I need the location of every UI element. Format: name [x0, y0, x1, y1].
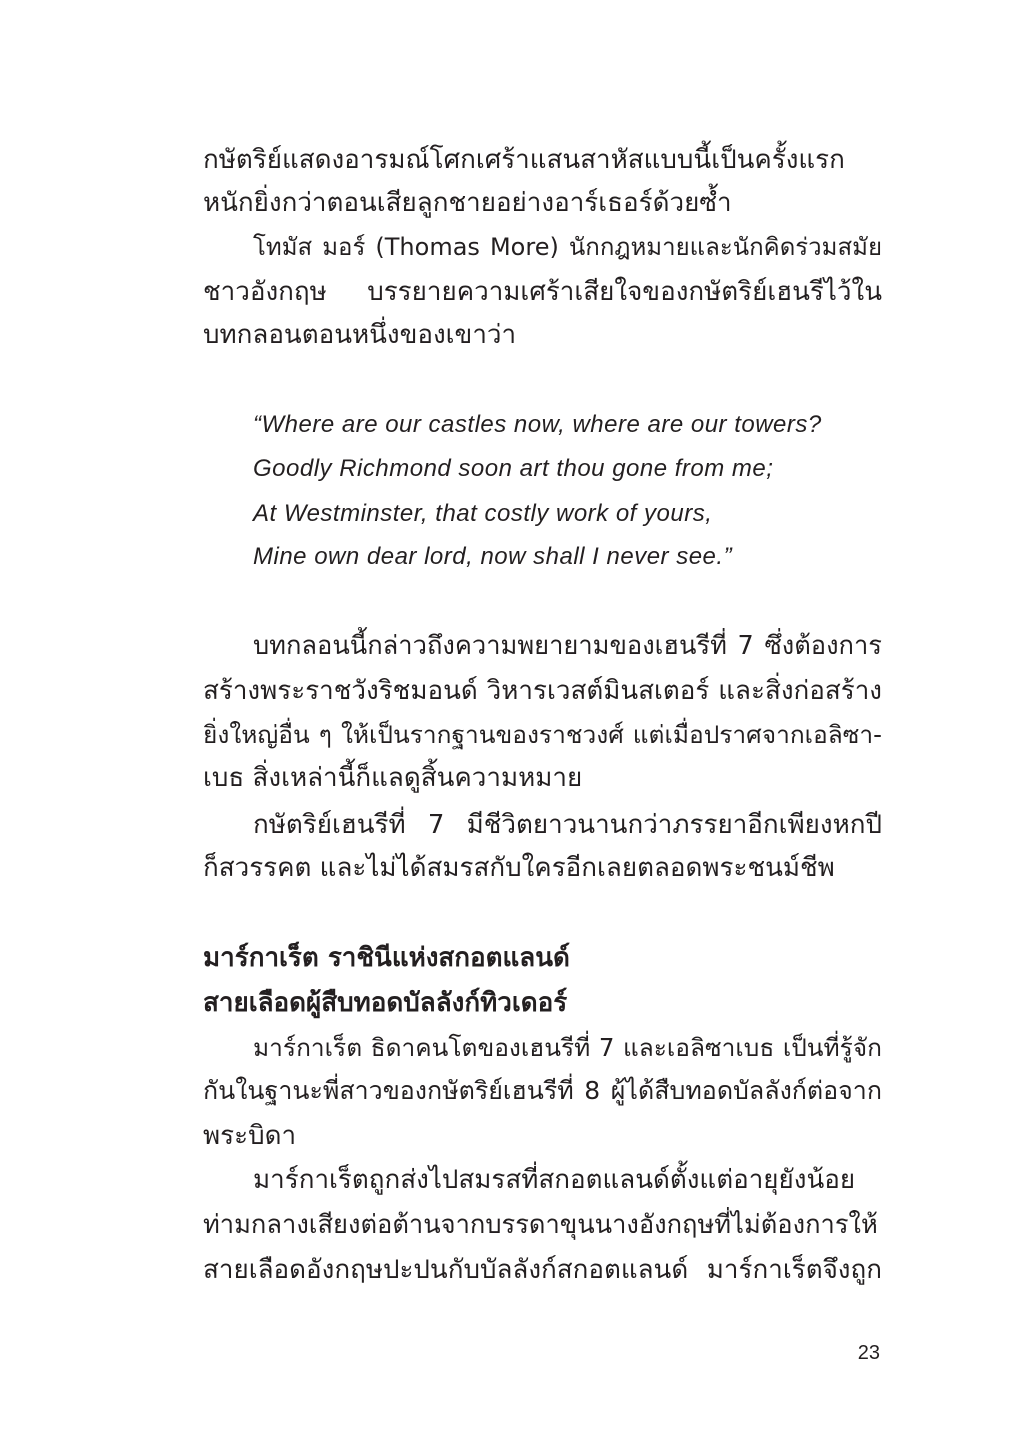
body-text-line: มาร์กาเร็ต ธิดาคนโตของเฮนรีที่ 7 และเอลิซาเบธ เป็นที่รู้จัก: [253, 1033, 882, 1062]
body-text-line: โทมัส มอร์ (Thomas More) นักกฎหมายและนักคิดร่วมสมัย: [253, 233, 882, 261]
section-heading-line: สายเลือดผู้สืบทอดบัลลังก์ทิวเดอร์: [203, 988, 568, 1018]
body-text-line: กษัตริย์เฮนรีที่ 7 มีชีวิตยาวนานกว่าภรรยาอีกเพียงหกปี: [253, 810, 882, 840]
page-number: 23: [857, 1342, 880, 1364]
body-text-line: กันในฐานะพี่สาวของกษัตริย์เฮนรีที่ 8 ผู้ได้สืบทอดบัลลังก์ต่อจาก: [203, 1076, 882, 1105]
body-text-line: กษัตริย์แสดงอารมณ์โศกเศร้าแสนสาหัสแบบนี้เป็นครั้งแรก: [203, 145, 845, 175]
body-text-line: บทกลอนนี้กล่าวถึงความพยายามของเฮนรีที่ 7 ซึ่งต้องการ: [253, 631, 882, 661]
body-text-line: สร้างพระราชวังริชมอนด์ วิหารเวสต์มินสเตอร์ และสิ่งก่อสร้าง: [203, 676, 882, 706]
poem-line: Mine own dear lord, now shall I never see.”: [253, 543, 733, 570]
poem-line: “Where are our castles now, where are our towers?: [253, 411, 822, 438]
body-text-line: บทกลอนตอนหนึ่งของเขาว่า: [203, 320, 517, 350]
body-text-line: เบธ สิ่งเหล่านี้ก็แลดูสิ้นความหมาย: [203, 763, 583, 793]
body-text-line: มาร์กาเร็ตถูกส่งไปสมรสที่สกอตแลนด์ตั้งแต่อายุยังน้อย: [253, 1165, 856, 1195]
body-text-line: สายเลือดอังกฤษปะปนกับบัลลังก์สกอตแลนด์ มาร์กาเร็ตจึงถูก: [203, 1255, 882, 1285]
body-text-line: หนักยิ่งกว่าตอนเสียลูกชายอย่างอาร์เธอร์ด้วยซ้ำ: [203, 188, 732, 218]
section-heading-line: มาร์กาเร็ต ราชินีแห่งสกอตแลนด์: [203, 943, 570, 973]
body-text-line: ก็สวรรคต และไม่ได้สมรสกับใครอีกเลยตลอดพระชนม์ชีพ: [203, 853, 835, 883]
poem-line: Goodly Richmond soon art thou gone from me;: [253, 455, 774, 482]
body-text-line: ชาวอังกฤษ บรรยายความเศร้าเสียใจของกษัตริย์เฮนรีไว้ใน: [203, 277, 882, 307]
body-text-line: ยิ่งใหญ่อื่น ๆ ให้เป็นรากฐานของราชวงศ์ แต่เมื่อปราศจากเอลิซา-: [203, 720, 882, 749]
poem-line: At Westminster, that costly work of yours,: [253, 500, 713, 527]
body-text-line: ท่ามกลางเสียงต่อต้านจากบรรดาขุนนางอังกฤษที่ไม่ต้องการให้: [203, 1210, 878, 1240]
body-text-line: พระบิดา: [203, 1121, 297, 1151]
